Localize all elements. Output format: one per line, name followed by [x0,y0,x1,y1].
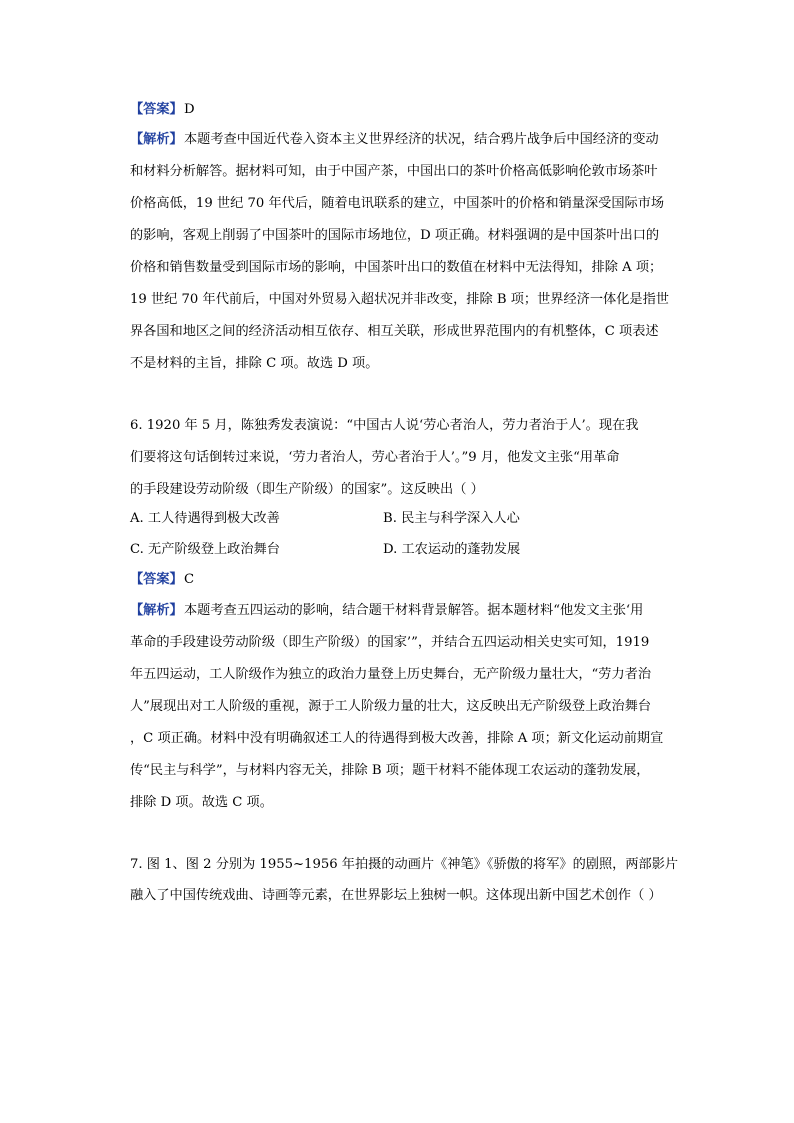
q6-analysis-line-5 [0,729,794,749]
q6-stem-text: 们要将这句话倒转过来说，‘劳力者治人，劳心者治于人’。”9 月，他发文主张“用革命 [130,450,620,465]
q6-option-b: B. 民主与科学深入人心 [383,511,520,526]
q5-analysis-label: 【解析】 [130,132,183,147]
q5-answer-value: D [184,102,195,117]
q5-analysis-line-5 [0,258,794,278]
q6-stem-text: 6. 1920 年 5 月，陈独秀发表演说：“中国古人说‘劳心者治人，劳力者治于人’。现在我 [130,418,639,433]
q5-answer-line [0,100,794,120]
q7-stem-line-1 [0,855,794,875]
q6-analysis-text: 人”展现出对工人阶级的重视，源于工人阶级力量的壮大，这反映出无产阶级登上政治舞台 [130,699,652,714]
q5-analysis-line-7 [0,322,794,342]
q5-analysis-text: 的影响，客观上削弱了中国茶叶的国际市场地位，D 项正确。材料强调的是中国茶叶出口的 [130,228,660,243]
q6-option-c: C. 无产阶级登上政治舞台 [130,542,280,557]
q6-analysis-text: ，C 项正确。材料中没有明确叙述工人的待遇得到极大改善，排除 A 项；新文化运动前期宣 [130,731,664,746]
q6-answer-line [0,570,794,590]
q6-options-row-1 [0,509,794,529]
q6-analysis-line-1 [0,601,794,621]
q6-analysis-text: 革命的手段建设劳动阶级（即生产阶级）的国家’”，并结合五四运动相关史实可知，1919 [130,635,650,650]
q6-analysis-text: 传“民主与科学”，与材料内容无关，排除 B 项；题干材料不能体现工农运动的蓬勃发展， [130,763,650,778]
q7-stem-line-2 [0,886,794,906]
q5-answer-label: 【答案】 [130,102,183,117]
q5-analysis-line-4 [0,226,794,246]
q6-analysis-line-6 [0,761,794,781]
q5-analysis-line-2 [0,162,794,182]
q5-analysis-text: 价格高低，19 世纪 70 年代后，随着电讯联系的建立，中国茶叶的价格和销量深受国际市场 [130,196,665,211]
q5-analysis-text: 不是材料的主旨，排除 C 项。故选 D 项。 [130,356,379,371]
q6-analysis-text: 本题考查五四运动的影响，结合题干材料背景解答。据本题材料“他发文主张‘用 [184,603,644,618]
q5-analysis-text: 本题考查中国近代卷入资本主义世界经济的状况，结合鸦片战争后中国经济的变动 [184,132,659,147]
q5-analysis-text: 19 世纪 70 年代前后，中国对外贸易入超状况并非改变，排除 B 项；世界经济一体化是指世 [130,292,669,307]
q6-option-a: A. 工人待遇得到极大改善 [130,511,280,526]
q6-analysis-line-2 [0,633,794,653]
q5-analysis-text: 和材料分析解答。据材料可知，由于中国产茶，中国出口的茶叶价格高低影响伦敦市场茶叶 [130,164,658,179]
q6-stem-text: 的手段建设劳动阶级（即生产阶级）的国家”。这反映出（ ） [130,482,484,497]
q6-analysis-text: 年五四运动，工人阶级作为独立的政治力量登上历史舞台，无产阶级力量壮大，“劳力者治 [130,667,652,682]
q6-analysis-line-7 [0,793,794,813]
q6-analysis-line-4 [0,697,794,717]
q5-analysis-line-6 [0,290,794,310]
q6-answer-label: 【答案】 [130,572,183,587]
q7-stem-text: 融入了中国传统戏曲、诗画等元素，在世界影坛上独树一帜。这体现出新中国艺术创作（ ） [130,888,662,903]
q6-analysis-line-3 [0,665,794,685]
q6-option-d: D. 工农运动的蓬勃发展 [383,542,521,557]
q5-analysis-text: 价格和销售数量受到国际市场的影响，中国茶叶出口的数值在材料中无法得知，排除 A 项； [130,260,663,275]
q7-stem-text: 7. 图 1、图 2 分别为 1955~1956 年拍摄的动画片《神笔》《骄傲的将军》的剧照，两部影片 [130,857,679,872]
q6-stem-line-1 [0,416,794,436]
q5-analysis-line-8 [0,354,794,374]
q6-analysis-label: 【解析】 [130,603,183,618]
q5-analysis-text: 界各国和地区之间的经济活动相互依存、相互关联，形成世界范围内的有机整体，C 项表述 [130,324,659,339]
q6-answer-value: C [184,572,195,587]
q6-stem-line-3 [0,480,794,500]
q6-options-row-2 [0,540,794,560]
q6-stem-line-2 [0,448,794,468]
q5-analysis-line-3 [0,194,794,214]
q6-analysis-text: 排除 D 项。故选 C 项。 [130,795,273,810]
q5-analysis-line-1 [0,130,794,150]
